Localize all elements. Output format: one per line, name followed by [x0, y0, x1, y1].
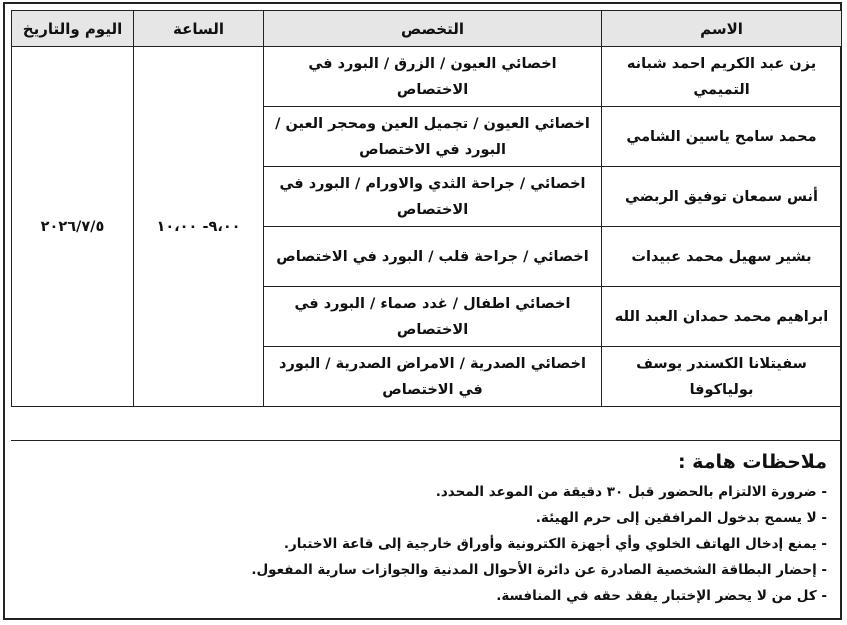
exam-schedule-table [11, 10, 842, 407]
note-item: - يمنع إدخال الهاتف الخلوي وأي أجهزة الكترونية وأوراق خارجية إلى قاعة الاختبار. [283, 536, 827, 552]
note-item: - كل من لا يحضر الإختبار يفقد حقه في المنافسة. [496, 588, 827, 604]
header-date: اليوم والتاريخ [12, 11, 134, 47]
document-frame [3, 2, 842, 620]
table-row [12, 47, 842, 107]
table-header-row [12, 11, 842, 47]
note-item: - إحضار البطاقة الشخصية الصادرة عن دائرة الأحوال المدنية والجوازات سارية المفعول. [251, 562, 827, 578]
candidate-name: محمد سامح ياسين الشامي [602, 107, 842, 167]
header-specialty: التخصص [264, 11, 602, 47]
candidate-name: بشير سهيل محمد عبيدات [602, 227, 842, 287]
important-notes [11, 440, 841, 609]
note-item: - لا يسمح بدخول المرافقين إلى حرم الهيئة. [535, 510, 827, 526]
header-name: الاسم [602, 11, 842, 47]
candidate-name: أنس سمعان توفيق الربضي [602, 167, 842, 227]
candidate-specialty: اخصائي / جراحة قلب / البورد في الاختصاص [264, 227, 602, 287]
candidate-specialty: اخصائي / جراحة الثدي والاورام / البورد في الاختصاص [264, 167, 602, 227]
candidate-name: ابراهيم محمد حمدان العبد الله [602, 287, 842, 347]
exam-date: ٢٠٢٦/٧/٥ [12, 47, 134, 407]
candidate-specialty: اخصائي الصدرية / الامراض الصدرية / البورد في الاختصاص [264, 347, 602, 407]
header-time: الساعة [134, 11, 264, 47]
candidate-name: سفيتلانا الكسندر يوسف بولياكوفا [602, 347, 842, 407]
candidate-name: يزن عبد الكريم احمد شبانه التميمي [602, 47, 842, 107]
candidate-specialty: اخصائي العيون / تجميل العين ومحجر العين /البورد في الاختصاص [264, 107, 602, 167]
notes-list [25, 479, 827, 609]
note-item: - ضرورة الالتزام بالحضور قبل ٣٠ دقيقة من الموعد المحدد. [435, 484, 827, 500]
candidate-specialty: اخصائي اطفال / غدد صماء / البورد في الاختصاص [264, 287, 602, 347]
notes-title: ملاحظات هامة : [677, 451, 827, 473]
candidate-specialty: اخصائي العيون / الزرق / البورد في الاختصاص [264, 47, 602, 107]
exam-time: ٩،٠٠- ١٠،٠٠ [134, 47, 264, 407]
